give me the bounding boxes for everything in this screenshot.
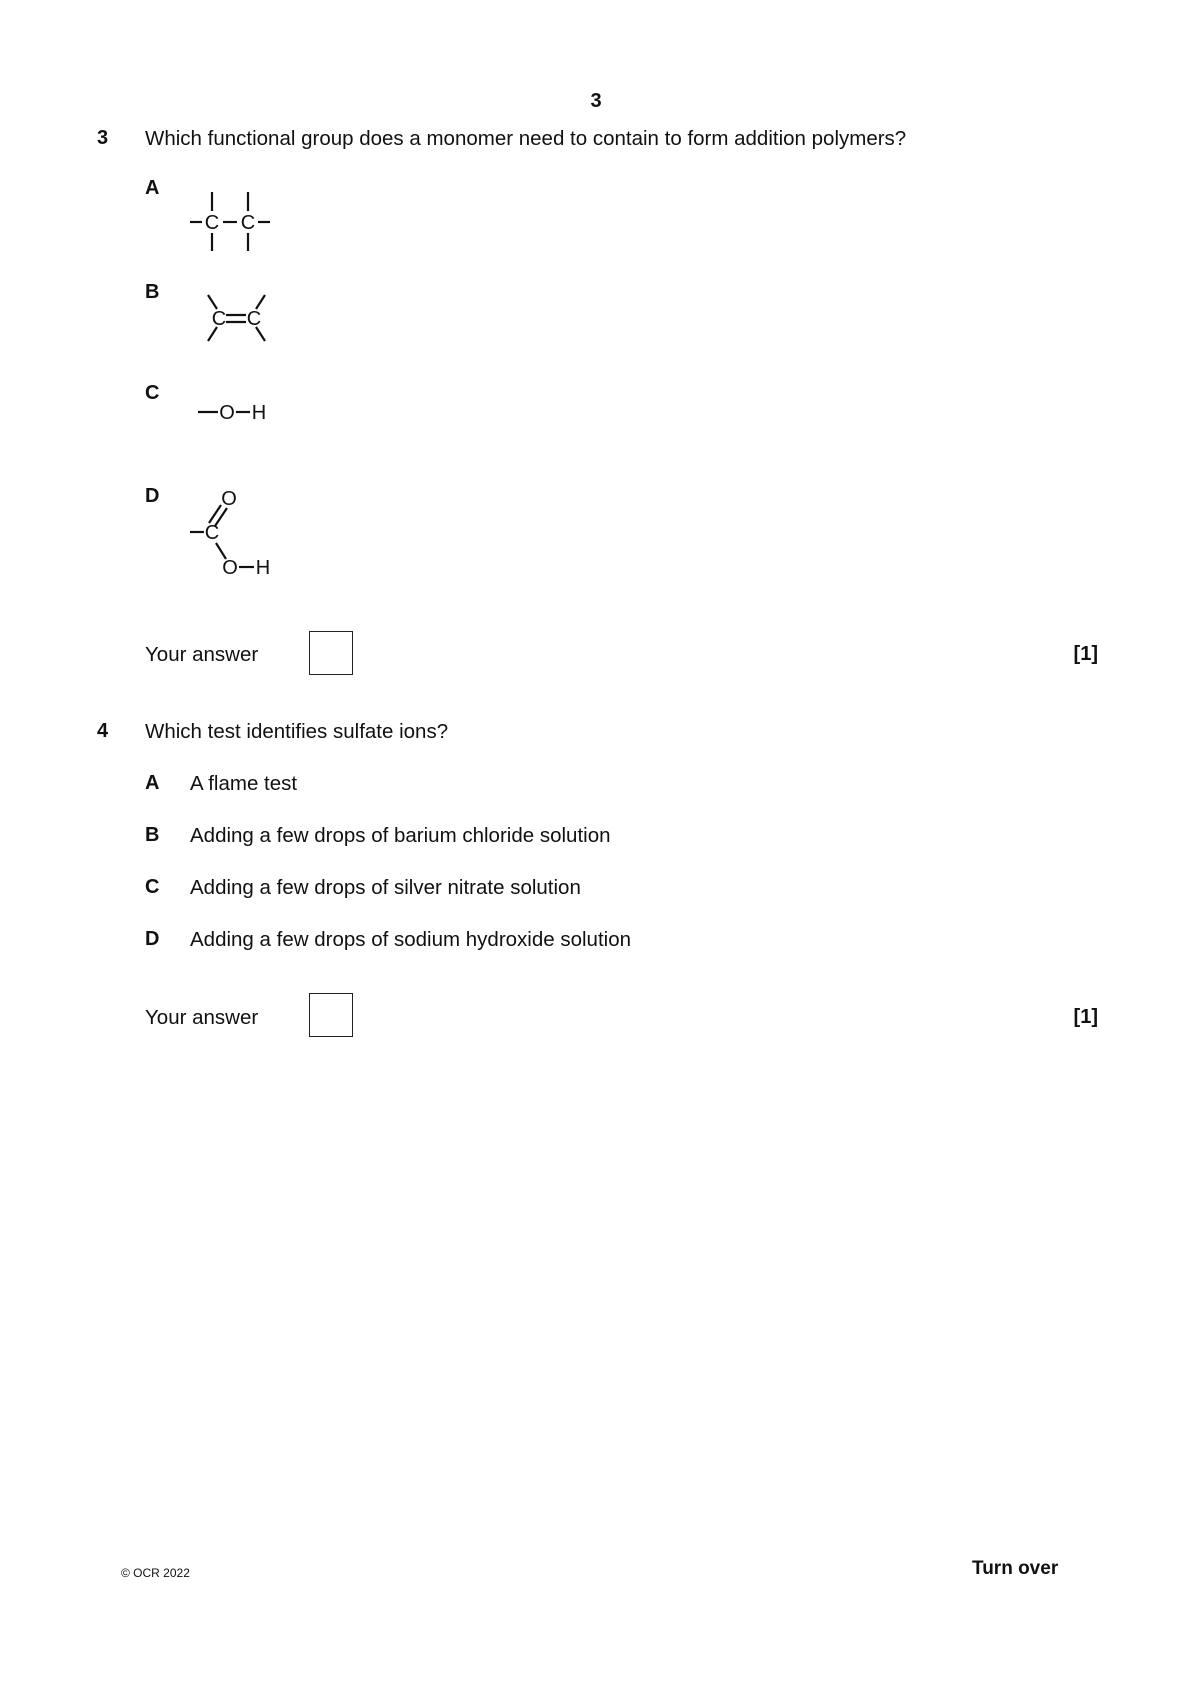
q3-d-atom-o-double: O xyxy=(221,488,237,510)
q4-option-b-text: Adding a few drops of barium chloride solution xyxy=(190,824,611,847)
q3-option-b-structure xyxy=(200,292,280,352)
question-3-number: 3 xyxy=(97,127,109,149)
q4-option-a-text: A flame test xyxy=(190,772,298,795)
q3-a-atom-2: C xyxy=(240,212,256,234)
q3-c-atom-2: H xyxy=(251,402,267,424)
q4-answer-label: Your answer xyxy=(145,1006,259,1029)
q3-answer-box[interactable] xyxy=(309,631,353,675)
q3-option-c-structure xyxy=(198,398,288,428)
q4-option-b-letter: B xyxy=(145,824,160,846)
q3-option-c-letter: C xyxy=(145,382,160,404)
question-4-text: Which test identifies sulfate ions? xyxy=(145,720,449,743)
q4-answer-box[interactable] xyxy=(309,993,353,1037)
q3-option-d-letter: D xyxy=(145,485,160,507)
q3-answer-label: Your answer xyxy=(145,643,259,666)
q3-option-a-letter: A xyxy=(145,177,160,199)
q3-c-atom-1: O xyxy=(219,402,235,424)
q3-d-atom-c: C xyxy=(204,522,220,544)
question-4-number: 4 xyxy=(97,720,109,742)
q4-option-d-text: Adding a few drops of sodium hydroxide solution xyxy=(190,928,632,951)
q3-d-atom-h: H xyxy=(255,557,271,579)
q3-marks: [1] xyxy=(1073,643,1098,665)
q3-b-atom-1: C xyxy=(211,308,227,330)
q4-option-a-letter: A xyxy=(145,772,160,794)
q3-a-atom-1: C xyxy=(204,212,220,234)
q4-marks: [1] xyxy=(1073,1006,1098,1028)
q3-b-atom-2: C xyxy=(246,308,262,330)
q4-option-c-text: Adding a few drops of silver nitrate solution xyxy=(190,876,581,899)
turn-over-label: Turn over xyxy=(972,1558,1059,1579)
q4-option-c-letter: C xyxy=(145,876,160,898)
copyright-notice: © OCR 2022 xyxy=(121,1566,190,1580)
q4-option-d-letter: D xyxy=(145,928,160,950)
q3-d-atom-o-single: O xyxy=(222,557,238,579)
q3-option-d-structure xyxy=(190,488,300,583)
question-3-text: Which functional group does a monomer need to contain to form addition polymers? xyxy=(145,127,907,150)
q3-option-a-structure xyxy=(190,188,290,253)
page-number: 3 xyxy=(590,90,602,112)
q3-option-b-letter: B xyxy=(145,281,160,303)
